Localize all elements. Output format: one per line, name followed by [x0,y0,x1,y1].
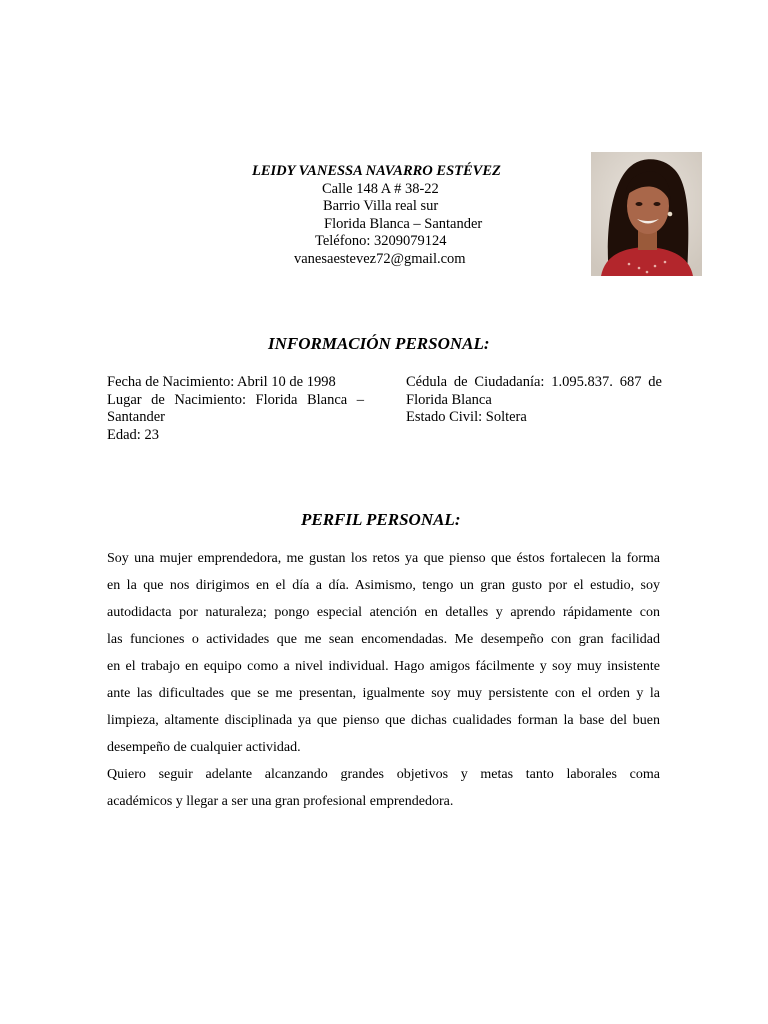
profile-line: autodidacta por naturaleza; pongo especial atención en detalles y aprendo rápidamente con [107,605,660,620]
id-number-line-2: Florida Blanca [406,391,492,408]
age: Edad: 23 [107,426,159,443]
profile-line: desempeño de cualquier actividad. [107,740,301,755]
profile-line: limpieza, altamente disciplinada ya que pienso que dichas cualidades forman la base del buen [107,713,660,728]
profile-line: en el trabajo en equipo como a nivel individual. Hago amigos fácilmente y soy muy insistente [107,659,660,674]
civil-status: Estado Civil: Soltera [406,409,527,425]
personal-info-left [107,374,364,444]
birth-date: Fecha de Nacimiento: Abril 10 de 1998 [107,374,336,390]
email-address: vanesaestevez72@gmail.com [294,250,466,267]
profile-line: ante las dificultades que se me presentan, igualmente soy muy persistente con el orden y la [107,686,660,701]
birth-place-line-1: Lugar de Nacimiento: Florida Blanca – [107,391,364,408]
profile-line: Soy una mujer emprendedora, me gustan los retos ya que pienso que éstos fortalecen la forma [107,551,660,566]
address-line-2: Barrio Villa real sur [323,198,439,214]
contact-header [240,163,540,268]
personal-info-title: INFORMACIÓN PERSONAL: [268,334,490,353]
full-name: LEIDY VANESSA NAVARRO ESTÉVEZ [252,163,501,179]
profile-line: en la que nos dirigimos en el día a día. Asimismo, tengo un gran gusto por el estudio, soy [107,578,660,593]
id-number-line-1: Cédula de Ciudadanía: 1.095.837. 687 de [406,374,662,390]
personal-info-right [406,374,662,427]
profile-line: académicos y llegar a ser una gran profesional emprendedora. [107,794,454,809]
birth-place-line-2: Santander [107,409,165,425]
address-line-3: Florida Blanca – Santander [324,215,483,232]
address-line-1: Calle 148 A # 38-22 [322,180,439,197]
profile-text [107,545,660,815]
profile-photo [591,152,702,276]
profile-title: PERFIL PERSONAL: [301,510,461,529]
phone-number: Teléfono: 3209079124 [315,233,447,249]
portrait-image [591,152,702,276]
profile-line: las funciones o actividades que me sean encomendadas. Me desempeño con gran facilidad [107,632,660,647]
profile-line: Quiero seguir adelante alcanzando grandes objetivos y metas tanto laborales coma [107,767,660,782]
